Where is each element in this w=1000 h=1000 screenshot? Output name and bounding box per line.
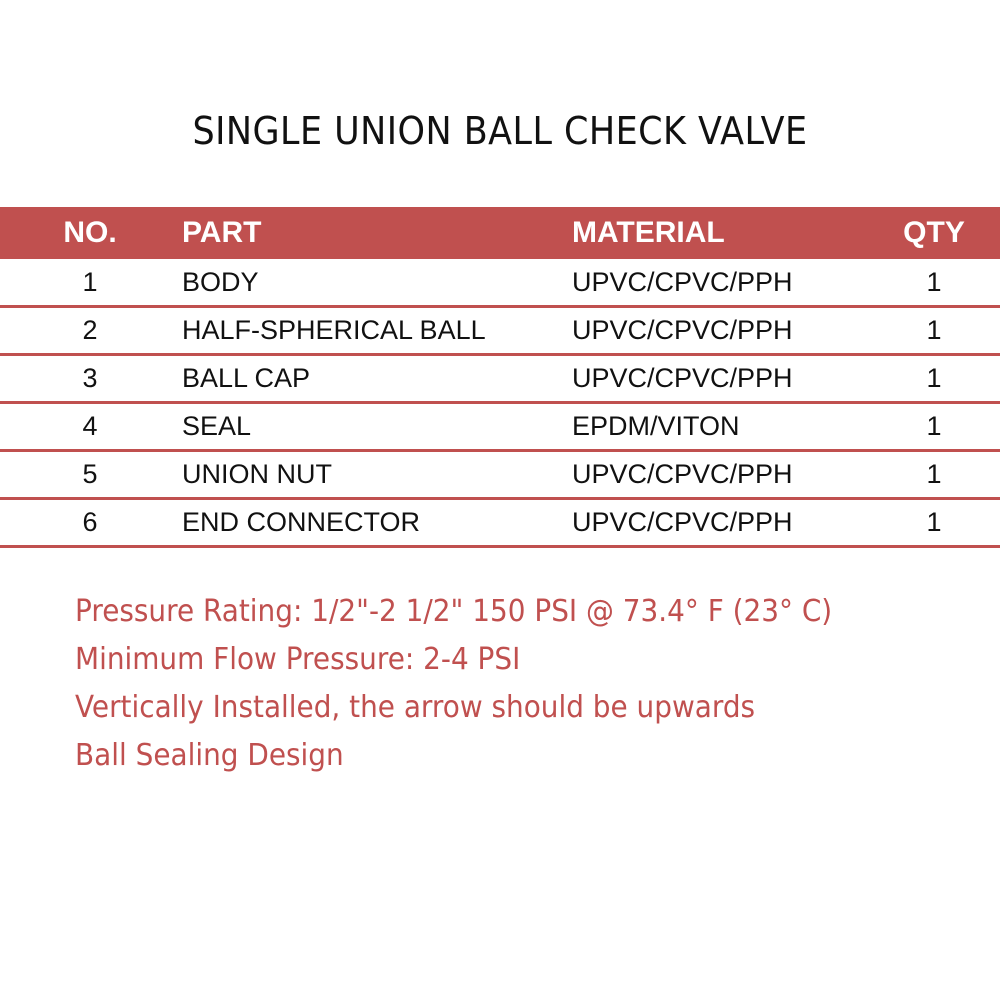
header-no: NO.	[63, 216, 117, 249]
table-body	[0, 259, 1000, 548]
cell-no: 2	[82, 315, 98, 345]
table-row	[0, 259, 1000, 308]
cell-no: 4	[82, 411, 98, 441]
page-title: SINGLE UNION BALL CHECK VALVE	[192, 109, 808, 153]
cell-material: EPDM/VITON	[572, 411, 740, 441]
table-row	[0, 356, 1000, 404]
cell-part: UNION NUT	[182, 459, 332, 489]
cell-material: UPVC/CPVC/PPH	[572, 266, 793, 297]
header-material: MATERIAL	[572, 216, 725, 249]
cell-part: BODY	[182, 266, 259, 297]
cell-qty: 1	[926, 266, 942, 297]
cell-qty: 1	[926, 315, 942, 345]
header-qty: QTY	[903, 216, 965, 249]
cell-material: UPVC/CPVC/PPH	[572, 459, 793, 489]
note-installation: Vertically Installed, the arrow should be upwards	[75, 690, 756, 725]
cell-no: 5	[82, 459, 98, 489]
header-part: PART	[182, 216, 262, 249]
cell-no: 1	[82, 266, 98, 297]
table-row	[0, 500, 1000, 548]
parts-table	[0, 207, 1000, 548]
spec-notes	[75, 588, 832, 780]
table-row	[0, 308, 1000, 356]
cell-part: END CONNECTOR	[182, 507, 421, 537]
cell-qty: 1	[926, 459, 942, 489]
cell-material: UPVC/CPVC/PPH	[572, 363, 793, 393]
note-pressure-rating: Pressure Rating: 1/2"-2 1/2" 150 PSI @ 73.4° F (23° C)	[75, 594, 833, 629]
cell-qty: 1	[926, 507, 942, 537]
cell-material: UPVC/CPVC/PPH	[572, 507, 793, 537]
cell-no: 3	[82, 363, 98, 393]
cell-no: 6	[82, 507, 98, 537]
cell-qty: 1	[926, 411, 942, 441]
table-header	[0, 207, 1000, 259]
cell-part: SEAL	[182, 411, 252, 441]
table-row	[0, 404, 1000, 452]
cell-part: HALF-SPHERICAL BALL	[182, 315, 486, 345]
cell-qty: 1	[926, 363, 942, 393]
table-row	[0, 452, 1000, 500]
note-min-flow-pressure: Minimum Flow Pressure: 2-4 PSI	[75, 642, 521, 677]
cell-material: UPVC/CPVC/PPH	[572, 315, 793, 345]
note-sealing-design: Ball Sealing Design	[75, 738, 344, 773]
cell-part: BALL CAP	[182, 363, 311, 393]
